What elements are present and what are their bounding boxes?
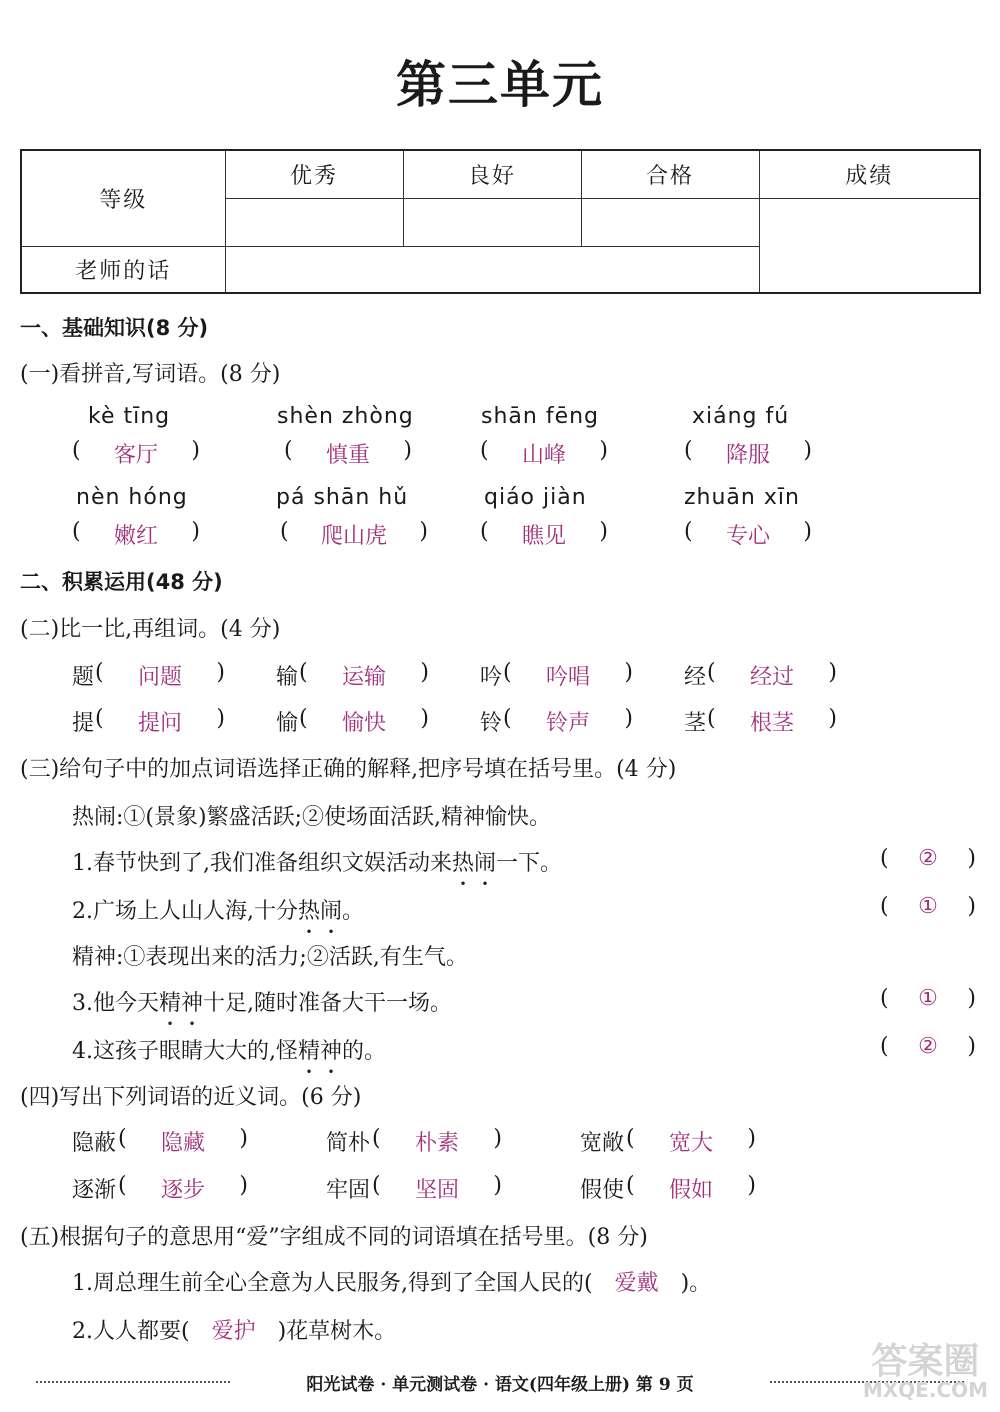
- answer-text: 愉快: [341, 711, 386, 736]
- answer-text: 降服: [725, 443, 770, 468]
- answer-text: ①: [918, 894, 938, 919]
- watermark-logo: 答案圈 MXQE.COM: [862, 1341, 988, 1402]
- answer-text: 朴素: [414, 1131, 459, 1156]
- q2-title: (二)比一比,再组词。(4 分): [20, 617, 281, 642]
- answer-text: 运输: [341, 665, 386, 690]
- answer-text: 嫩红: [113, 524, 158, 549]
- pinyin: nèn hóng: [76, 485, 188, 510]
- answer-text: 根茎: [749, 711, 794, 736]
- answer-text: 瞧见: [521, 524, 566, 549]
- score-label: 成绩: [759, 150, 980, 198]
- answer-text: 爬山虎: [320, 524, 387, 549]
- section-1-heading: 一、基础知识(8 分): [20, 316, 209, 340]
- pinyin: zhuān xīn: [684, 485, 800, 510]
- sentence: 3.他今天精神十足,随时准备大干一场。: [72, 991, 453, 1016]
- compare-char: 题: [72, 665, 95, 690]
- pinyin: shèn zhòng: [277, 404, 414, 429]
- definition: 精神:①表现出来的活力;②活跃,有生气。: [72, 945, 468, 970]
- answer-text: ①: [918, 986, 938, 1011]
- answer-text: 吟唱: [545, 665, 590, 690]
- compare-char: 输: [276, 665, 299, 690]
- answer-text: 铃声: [545, 711, 590, 736]
- grade-cell-good: [403, 198, 581, 246]
- page-footer: 阳光试卷 · 单元测试卷 · 语文(四年级上册) 第 9 页: [306, 1375, 694, 1395]
- compare-char: 茎: [684, 711, 707, 736]
- answer-text: 坚固: [414, 1178, 459, 1203]
- answer-text: 专心: [725, 524, 770, 549]
- synonym-word: 隐蔽: [72, 1131, 117, 1156]
- definition: 热闹:①(景象)繁盛活跃;②使场面活跃,精神愉快。: [72, 805, 551, 830]
- answer-text: 山峰: [521, 443, 566, 468]
- answer-text: 问题: [137, 665, 182, 690]
- pinyin: xiáng fú: [692, 404, 790, 429]
- grade-col-excellent: 优秀: [225, 150, 403, 198]
- synonym-word: 简朴: [326, 1131, 371, 1156]
- answer-text: 假如: [668, 1178, 713, 1203]
- compare-char: 经: [684, 665, 707, 690]
- answer-text: 逐步: [160, 1178, 205, 1203]
- sentence: 2.人人都要( 爱护 )花草树木。: [72, 1314, 396, 1345]
- q1-title: (一)看拼音,写词语。(8 分): [20, 362, 281, 387]
- q4-title: (四)写出下列词语的近义词。(6 分): [20, 1085, 362, 1110]
- grade-cell-pass: [581, 198, 759, 246]
- answer-text: 经过: [749, 665, 794, 690]
- pinyin: shān fēng: [481, 404, 600, 429]
- pinyin: kè tīng: [88, 404, 171, 429]
- q3-title: (三)给句子中的加点词语选择正确的解释,把序号填在括号里。(4 分): [20, 757, 677, 782]
- pinyin: qiáo jiàn: [484, 485, 587, 510]
- answer-text: ②: [918, 846, 938, 871]
- answer-text: 隐藏: [160, 1131, 205, 1156]
- compare-char: 提: [72, 711, 95, 736]
- compare-char: 铃: [480, 711, 503, 736]
- answer-text: 宽大: [668, 1131, 713, 1156]
- page-title: 第三单元: [396, 56, 604, 114]
- answer-text: 客厅: [113, 443, 158, 468]
- teacher-comment-cell: [225, 246, 759, 293]
- pinyin: pá shān hǔ: [276, 485, 409, 510]
- synonym-word: 牢固: [326, 1178, 371, 1203]
- grade-col-good: 良好: [403, 150, 581, 198]
- sentence: 4.这孩子眼睛大大的,怪精神的。: [72, 1039, 387, 1064]
- sentence: 1.春节快到了,我们准备组织文娱活动来热闹一下。: [72, 851, 563, 876]
- grade-cell-excellent: [225, 198, 403, 246]
- answer-text: 爱戴: [614, 1271, 659, 1296]
- sentence: 1.周总理生前全心全意为人民服务,得到了全国人民的( 爱戴 )。: [72, 1266, 711, 1297]
- answer-text: 慎重: [325, 443, 370, 468]
- grade-col-pass: 合格: [581, 150, 759, 198]
- compare-char: 吟: [480, 665, 503, 690]
- sentence: 2.广场上人山人海,十分热闹。: [72, 899, 365, 924]
- synonym-word: 假使: [580, 1178, 625, 1203]
- q5-title: (五)根据句子的意思用“爱”字组成不同的词语填在括号里。(8 分): [20, 1225, 648, 1250]
- teacher-label: 老师的话: [21, 246, 225, 293]
- compare-char: 愉: [276, 711, 299, 736]
- answer-text: 提问: [137, 711, 182, 736]
- answer-text: 爱护: [211, 1319, 256, 1344]
- score-cell: [759, 198, 980, 293]
- answer-text: ②: [918, 1034, 938, 1059]
- synonym-word: 逐渐: [72, 1178, 117, 1203]
- grade-label: 等级: [21, 150, 225, 246]
- synonym-word: 宽敞: [580, 1131, 625, 1156]
- section-2-heading: 二、积累运用(48 分): [20, 570, 223, 594]
- grade-table: [20, 149, 981, 294]
